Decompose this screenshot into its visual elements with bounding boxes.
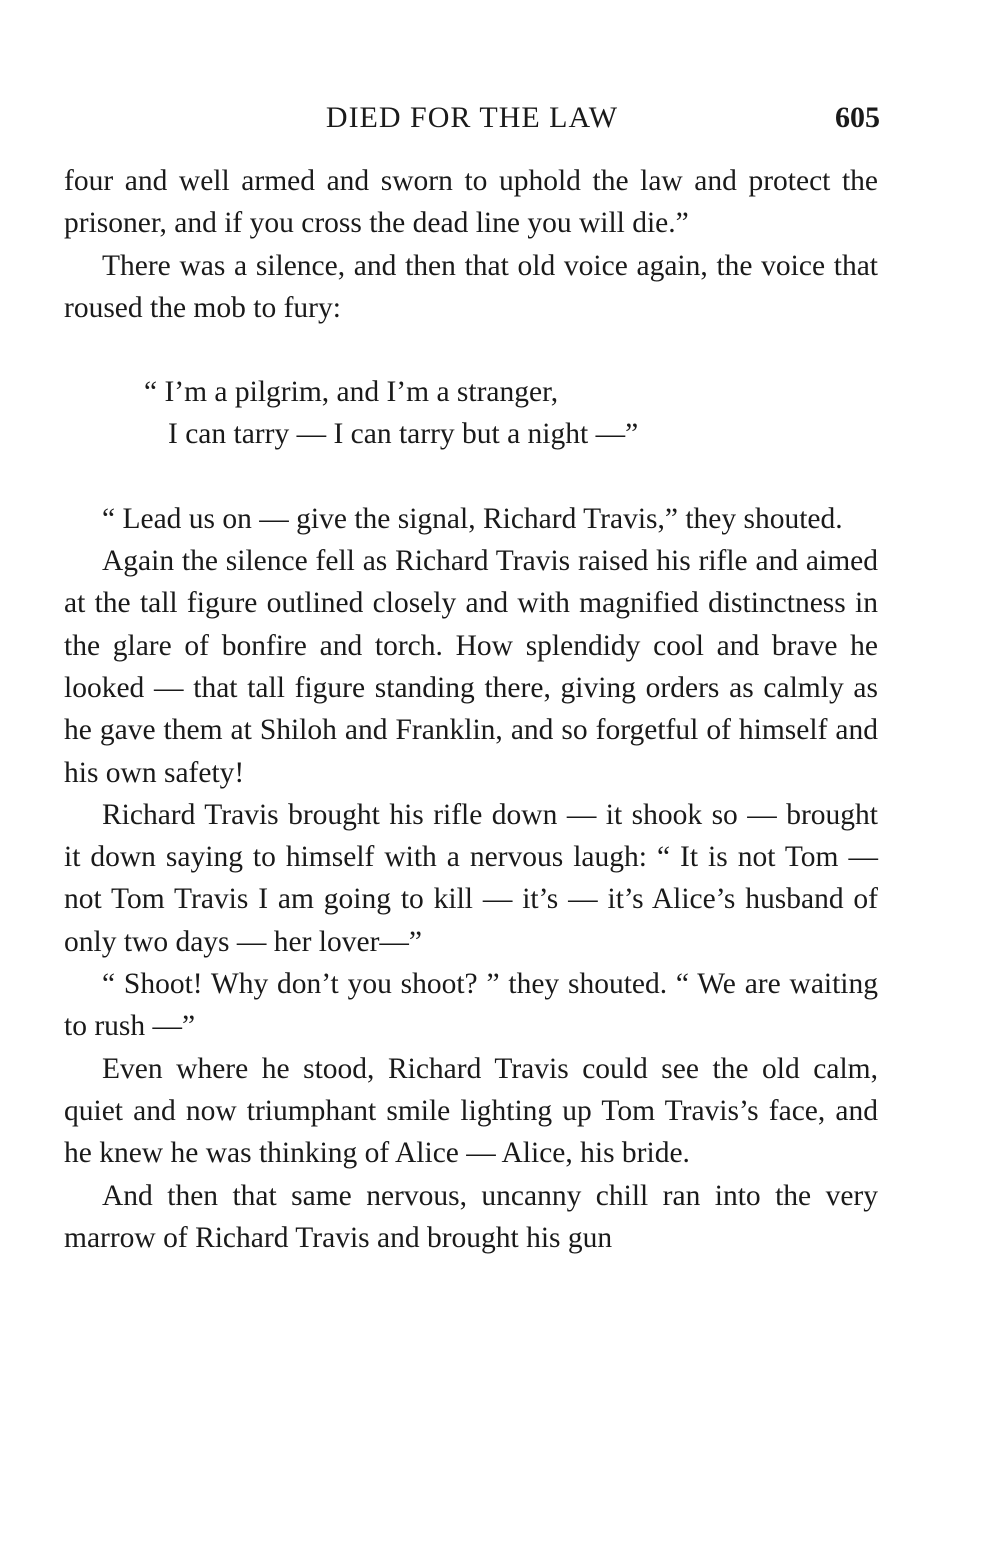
verse-line: “ I’m a pilgrim, and I’m a stranger,	[144, 376, 559, 409]
paragraph: Richard Travis brought his rifle down — it shook so — brought it down saying to himself with a nervous laugh: “ It is not Tom — not Tom Travis I am going to kill — it’s — it’s Alice’s husband of only two days — her lover—”	[64, 798, 878, 958]
paragraph: Again the silence fell as Richard Travis raised his rifle and aimed at the tall figure outlined closely and with magnified distinctness in the glare of bonfire and torch. How splendidy cool and brave he looked — that tall figure standing there, giving orders as calmly as he gave them at Shiloh and Franklin, and so forgetful of himself and his own safety!	[64, 545, 878, 789]
page-header	[64, 96, 880, 140]
paragraph: “ Lead us on — give the signal, Richard Travis,” they shouted.	[102, 502, 843, 535]
paragraph: “ Shoot! Why don’t you shoot? ” they shouted. “ We are waiting to rush —”	[64, 968, 878, 1043]
verse-line: I can tarry — I can tarry but a night —”	[168, 418, 639, 451]
running-title: DIED FOR THE LAW	[325, 101, 619, 134]
paragraph: And then that same nervous, uncanny chill ran into the very marrow of Richard Travis and brought his gun	[64, 1179, 878, 1254]
page-number: 605	[835, 101, 880, 134]
paragraph-continued: four and well armed and sworn to uphold the law and protect the prisoner, and if you cross the dead line you will die.”	[64, 165, 878, 240]
body-text	[64, 160, 878, 1259]
paragraph: There was a silence, and then that old voice again, the voice that roused the mob to fury:	[64, 249, 878, 324]
paragraph: Even where he stood, Richard Travis could see the old calm, quiet and now triumphant smile lighting up Tom Travis’s face, and he knew he was thinking of Alice — Alice, his bride.	[64, 1052, 878, 1170]
verse-quote	[144, 371, 878, 456]
